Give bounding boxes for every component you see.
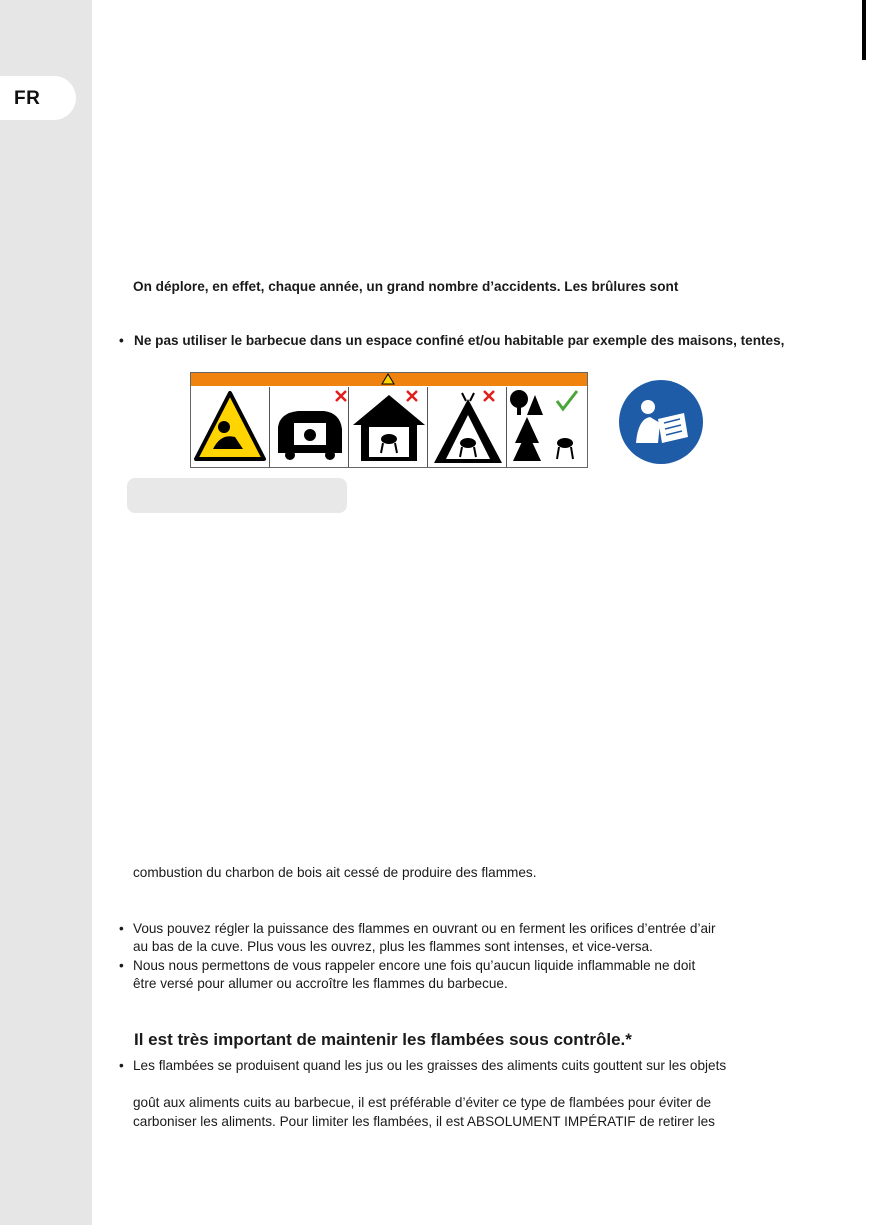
language-tab-label: FR: [14, 88, 41, 109]
no-tent-icon: [428, 387, 507, 467]
section-heading: Il est très important de maintenir les flambées sous contrôle.*: [134, 1030, 632, 1049]
text-line: être versé pour allumer ou accroître les flammes du barbecue.: [133, 976, 508, 991]
text-line: Nous nous permettons de vous rappeler encore une fois qu’aucun liquide inflammable ne doit: [133, 958, 696, 973]
co-warning-icon: [191, 387, 270, 467]
text-line: Vous pouvez régler la puissance des flammes en ouvrant ou en ferment les orifices d’entrée d’air: [133, 921, 716, 936]
warning-header-bar: [191, 373, 587, 386]
text-line: au bas de la cuve. Plus vous les ouvrez, plus les flammes sont intenses, et vice-versa.: [133, 939, 653, 954]
safety-pictogram-strip: [190, 372, 588, 468]
no-vehicle-icon: [270, 387, 349, 467]
bullet: •: [119, 921, 124, 936]
text-line: On déplore, en effet, chaque année, un grand nombre d’accidents. Les brûlures sont: [133, 279, 679, 294]
sidebar: [0, 0, 92, 1225]
bullet: •: [119, 1058, 124, 1073]
text-line: goût aux aliments cuits au barbecue, il est préférable d’éviter ce type de flambées pour éviter de: [133, 1095, 712, 1110]
no-house-icon: [349, 387, 428, 467]
language-tab: [0, 76, 76, 120]
bullet: •: [119, 333, 124, 348]
section-heading-box: [127, 478, 347, 513]
text-line: Les flambées se produisent quand les jus ou les graisses des aliments cuits gouttent sur les objets: [133, 1058, 727, 1073]
text-line: combustion du charbon de bois ait cessé de produire des flammes.: [133, 865, 537, 880]
bullet: •: [119, 958, 124, 973]
read-manual-icon: [618, 379, 704, 465]
text-line: carboniser les aliments. Pour limiter les flambées, il est ABSOLUMENT IMPÉRATIF de retirer les: [133, 1114, 715, 1129]
page-edge-bar: [862, 0, 866, 60]
text-line: Ne pas utiliser le barbecue dans un espace confiné et/ou habitable par exemple des maisons, tentes,: [134, 333, 785, 348]
outdoor-allowed-icon: [507, 387, 587, 467]
